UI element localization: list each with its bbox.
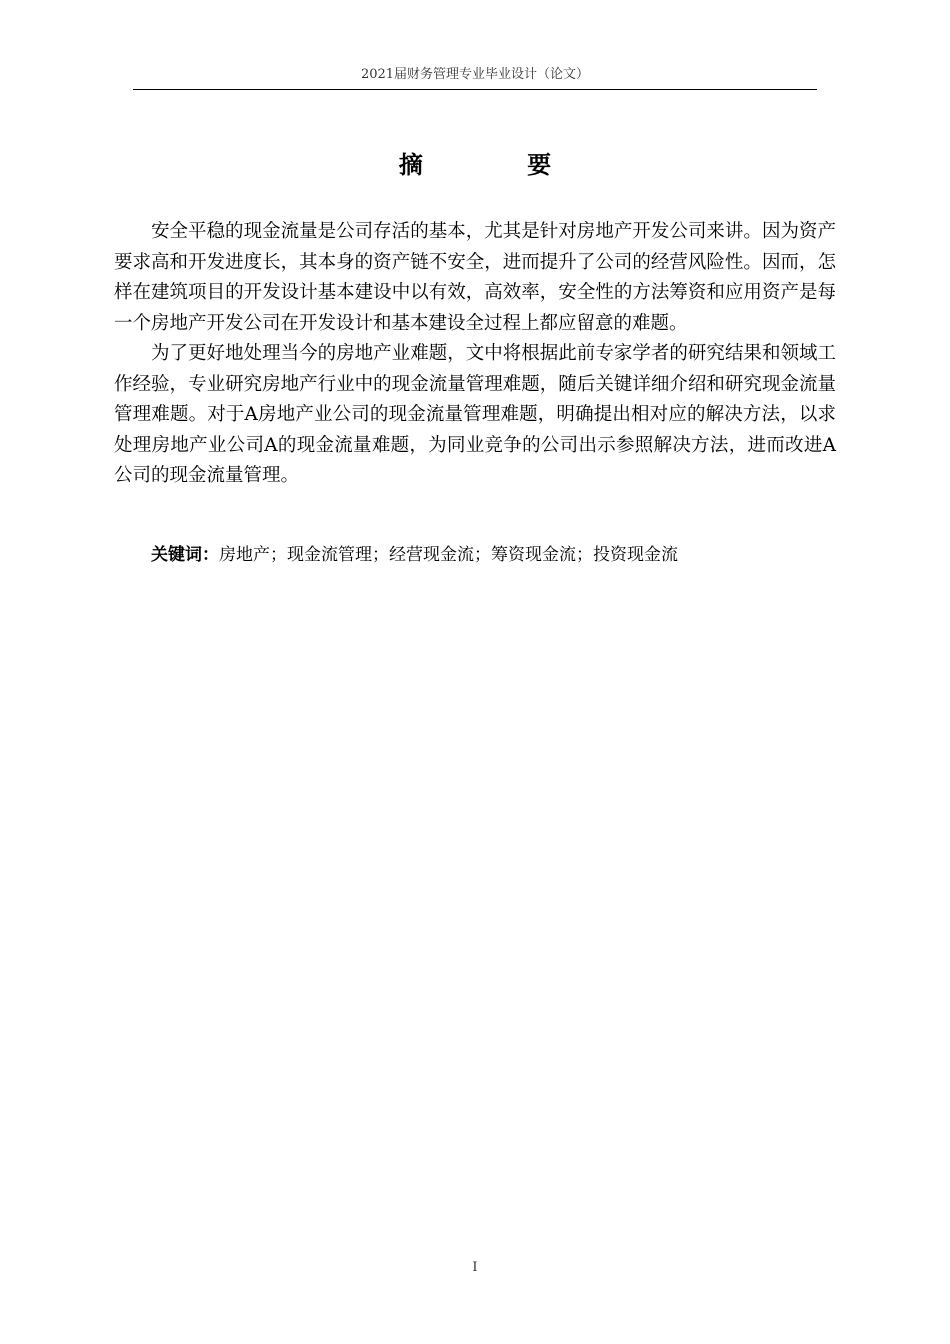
abstract-paragraph-2: 为了更好地处理当今的房地产业难题，文中将根据此前专家学者的研究结果和领域工作经验，专业研究房地产行业中的现金流量管理难题，随后关键详细介绍和研究现金流量管理难题。对于A房地产业公司的现金流量管理难题，明确提出相对应的解决方法，以求处理房地产业公司A的现金流量难题，为同业竞争的公司出示参照解决方法，进而改进A公司的现金流量管理。	[114, 343, 836, 486]
page-header: 2021届财务管理专业毕业设计（论文）	[360, 67, 590, 82]
keywords-label: 关键词：	[151, 545, 219, 565]
abstract-title: 摘 要	[398, 151, 600, 179]
abstract-body	[114, 217, 836, 492]
header-rule	[133, 89, 817, 90]
page-number: I	[472, 1260, 478, 1275]
keywords-text: 房地产；现金流管理；经营现金流；筹资现金流；投资现金流	[219, 545, 678, 565]
abstract-paragraph-1: 安全平稳的现金流量是公司存活的基本，尤其是针对房地产开发公司来讲。因为资产要求高和开发进度长，其本身的资产链不安全，进而提升了公司的经营风险性。因而，怎样在建筑项目的开发设计基本建设中以有效，高效率，安全性的方法筹资和应用资产是每一个房地产开发公司在开发设计和基本建设全过程上都应留意的难题。	[114, 221, 836, 334]
keywords-line	[151, 541, 836, 569]
